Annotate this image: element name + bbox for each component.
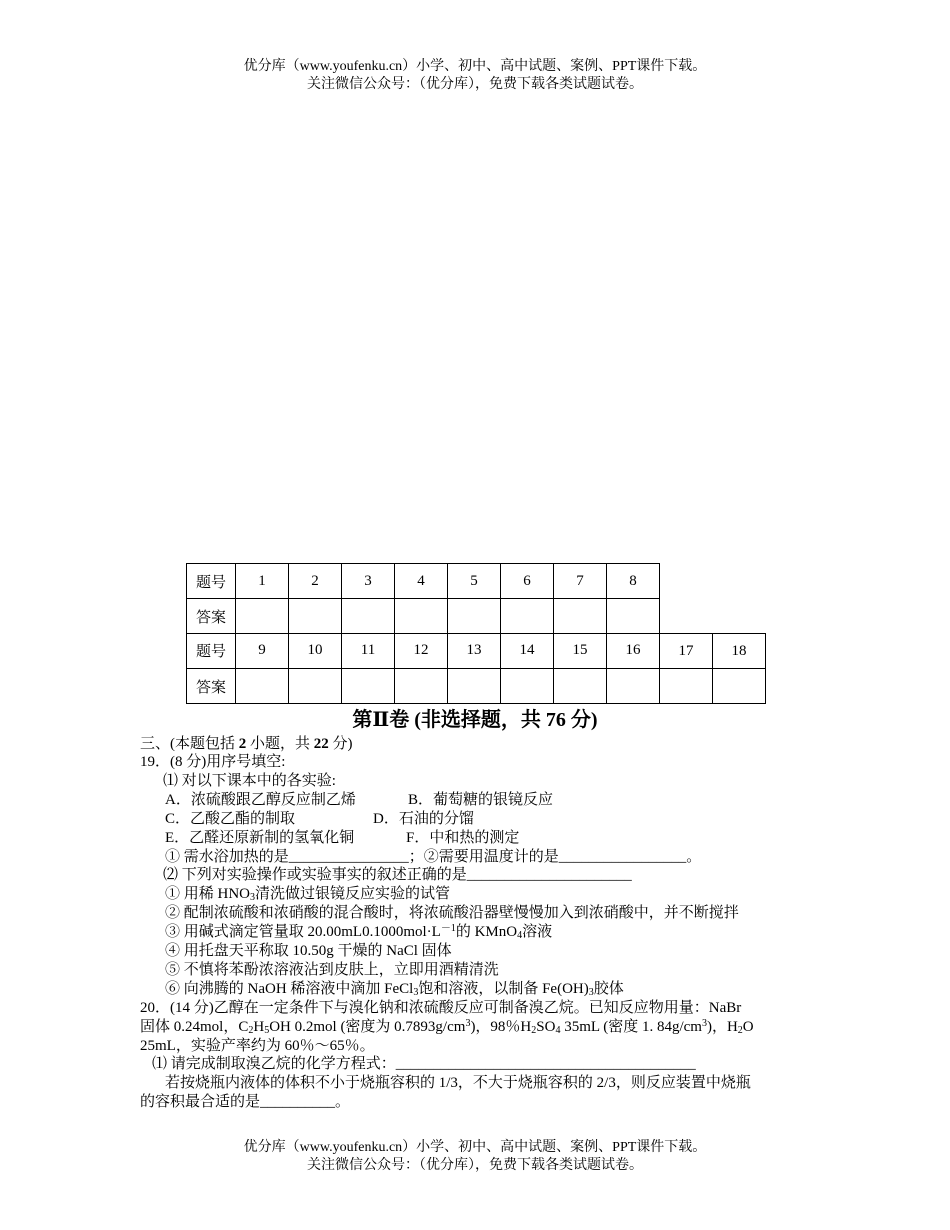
q20-line-1: 20．(14 分)乙醇在一定条件下与溴化钠和浓硫酸反应可制备溴乙烷。已知反应物用量：NaBr <box>140 1000 742 1016</box>
answer-cell[interactable] <box>395 599 448 634</box>
q20-line-5: 若按烧瓶内液体的体积不小于烧瓶容积的 1/3，不大于烧瓶容积的 2/3，则反应装置中烧瓶 <box>165 1075 751 1091</box>
subscript: 4 <box>555 1025 561 1036</box>
option-f: F．中和热的测定 <box>406 830 520 846</box>
q19-sub2: ⑵ 下列对实验操作或实验事实的叙述正确的是______________________ <box>163 867 632 883</box>
footer-line-2: 关注微信公众号：（优分库），免费下载各类试题试卷。 <box>307 1158 643 1173</box>
answer-cell[interactable] <box>395 669 448 704</box>
answer-cell[interactable] <box>342 669 395 704</box>
answer-cell[interactable] <box>342 599 395 634</box>
statement-3-text-mid: 的 KMnO <box>455 924 518 940</box>
footer-line-1: 优分库（www.youfenku.cn）小学、初中、高中试题、案例、PPT课件下载。 <box>243 1140 707 1155</box>
subscript: 2 <box>248 1025 254 1036</box>
answer-cell[interactable] <box>607 669 660 704</box>
answer-label: 答案 <box>187 669 236 704</box>
answer-table-bottom <box>186 633 766 704</box>
question-number-label: 题号 <box>187 634 236 669</box>
question-number-cell: 6 <box>501 564 554 599</box>
q20-line-6: 的容积最合适的是__________。 <box>140 1094 351 1110</box>
statement-1 <box>165 885 450 903</box>
answer-cell[interactable] <box>448 669 501 704</box>
table-row <box>187 634 766 669</box>
subscript: 2 <box>737 1025 743 1036</box>
option-e: E．乙醛还原新制的氢氧化铜 <box>165 830 355 846</box>
q20-text: 35mL (密度 1. 84g/cm <box>560 1019 702 1035</box>
option-d: D．石油的分馏 <box>373 811 474 827</box>
statement-3 <box>165 923 552 941</box>
answer-cell[interactable] <box>236 599 289 634</box>
question-number-label: 题号 <box>187 564 236 599</box>
superscript: 3 <box>701 1018 707 1029</box>
part-prefix: 三、( <box>140 736 175 752</box>
question-number-cell: 11 <box>342 634 395 669</box>
q20-text: 固体 0.24mol，C <box>140 1019 249 1035</box>
q20-text: OH 0.2mol (密度为 0.7893g/cm <box>269 1019 466 1035</box>
answer-cell[interactable] <box>289 669 342 704</box>
question-number-cell: 15 <box>554 634 607 669</box>
answer-cell[interactable] <box>501 599 554 634</box>
q20-line-4: ⑴ 请完成制取溴乙烷的化学方程式：________________________________________ <box>152 1056 696 1072</box>
q19-fill-blank: ① 需水浴加热的是________________；②需要用温度计的是_________________。 <box>165 849 702 865</box>
question-number-cell: 13 <box>448 634 501 669</box>
question-number-cell: 9 <box>236 634 289 669</box>
subscript: 3 <box>250 892 255 903</box>
answer-cell[interactable] <box>289 599 342 634</box>
superscript: －1 <box>440 923 456 934</box>
q19-heading: 19．(8 分)用序号填空: <box>140 754 286 770</box>
table-row <box>187 599 660 634</box>
q20-text: )，H <box>706 1019 738 1035</box>
superscript: 3 <box>465 1018 471 1029</box>
part-heading <box>140 735 353 753</box>
table-row <box>187 669 766 704</box>
q20-text: O <box>742 1019 754 1035</box>
table-row <box>187 564 660 599</box>
q19-sub1: ⑴ 对以下课本中的各实验: <box>163 773 336 789</box>
header-line-1: 优分库（www.youfenku.cn）小学、初中、高中试题、案例、PPT课件下载。 <box>243 59 707 74</box>
question-number-cell: 7 <box>554 564 607 599</box>
q20-text: H <box>253 1019 265 1035</box>
statement-6-text-mid: 饱和溶液，以制备 Fe(OH) <box>418 981 589 997</box>
statement-6-text-end: 胶体 <box>593 981 624 997</box>
answer-cell[interactable] <box>236 669 289 704</box>
q20-line-2 <box>140 1018 754 1036</box>
subscript: 3 <box>413 987 419 998</box>
subscript: 5 <box>264 1025 270 1036</box>
question-number-cell: 5 <box>448 564 501 599</box>
q19-options-ab <box>165 791 553 809</box>
question-number-cell: 18 <box>713 634 766 669</box>
answer-cell[interactable] <box>713 669 766 704</box>
subscript: 4 <box>517 930 523 941</box>
part-text-c: 分) <box>332 736 353 752</box>
question-number-cell: 2 <box>289 564 342 599</box>
statement-1-text-end: 清洗做过银镜反应实验的试管 <box>255 886 451 902</box>
answer-cell[interactable] <box>554 599 607 634</box>
section-title: 第Ⅱ卷 (非选择题，共 76 分) <box>352 709 598 731</box>
option-b: B．葡萄糖的银镜反应 <box>408 792 554 808</box>
subscript: 3 <box>588 987 594 998</box>
part-text-a: 本题包括 <box>175 736 236 752</box>
part-points: 22 <box>313 736 329 752</box>
q20-line-3: 25mL，实验产率约为 60％～65％。 <box>140 1038 375 1054</box>
q20-text: SO <box>536 1019 556 1035</box>
answer-cell[interactable] <box>501 669 554 704</box>
answer-cell[interactable] <box>554 669 607 704</box>
part-text-b: 小题，共 <box>250 736 311 752</box>
answer-cell[interactable] <box>660 669 713 704</box>
question-number-cell: 14 <box>501 634 554 669</box>
option-a: A．浓硫酸跟乙醇反应制乙烯 <box>165 792 356 808</box>
statement-3-text-end: 溶液 <box>522 924 553 940</box>
question-number-cell: 4 <box>395 564 448 599</box>
q19-options-ef <box>165 829 519 847</box>
answer-table-top <box>186 563 660 634</box>
header-line-2: 关注微信公众号：（优分库），免费下载各类试题试卷。 <box>307 77 643 92</box>
statement-3-text: ③ 用碱式滴定管量取 20.00mL0.1000mol·L <box>165 924 441 940</box>
q20-text: )，98％H <box>470 1019 532 1035</box>
question-number-cell: 10 <box>289 634 342 669</box>
statement-4: ④ 用托盘天平称取 10.50g 干燥的 NaCl 固体 <box>165 943 452 959</box>
answer-cell[interactable] <box>448 599 501 634</box>
statement-6 <box>165 980 624 998</box>
question-number-cell: 16 <box>607 634 660 669</box>
q19-options-cd <box>165 810 474 828</box>
question-number-cell: 12 <box>395 634 448 669</box>
statement-5: ⑤ 不慎将苯酚浓溶液沾到皮肤上，立即用酒精清洗 <box>165 962 499 978</box>
question-number-cell: 1 <box>236 564 289 599</box>
statement-1-text: ① 用稀 HNO <box>165 886 250 902</box>
subscript: 2 <box>531 1025 537 1036</box>
question-number-cell: 8 <box>607 564 660 599</box>
question-number-cell: 17 <box>660 634 713 669</box>
answer-cell[interactable] <box>607 599 660 634</box>
answer-label: 答案 <box>187 599 236 634</box>
statement-2: ② 配制浓硫酸和浓硝酸的混合酸时，将浓硫酸沿器壁慢慢加入到浓硝酸中，并不断搅拌 <box>165 905 739 921</box>
part-count: 2 <box>238 736 247 752</box>
option-c: C．乙酸乙酯的制取 <box>165 811 296 827</box>
statement-6-text: ⑥ 向沸腾的 NaOH 稀溶液中滴加 FeCl <box>165 981 414 997</box>
question-number-cell: 3 <box>342 564 395 599</box>
